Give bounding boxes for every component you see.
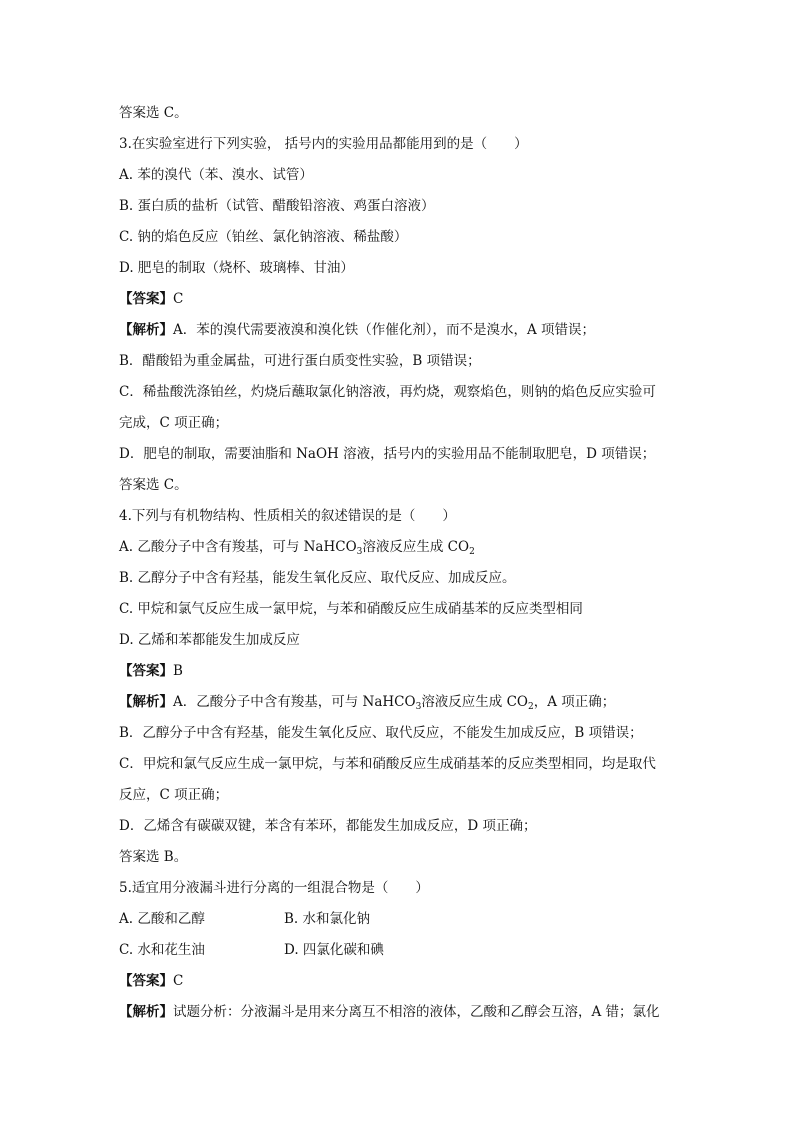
text-part: A．乙酸分子中含有羧基，可与 NaHCO (173, 694, 416, 710)
question-4-answer (119, 661, 183, 681)
question-5-stem: 5.适宜用分液漏斗进行分离的一组混合物是（ ） (119, 880, 429, 896)
answer-conclusion-q4: 答案选 B。 (119, 849, 188, 865)
question-4-option-d: D. 乙烯和苯都能发生加成反应 (119, 632, 300, 648)
answer-tag: 【答案】 (119, 973, 173, 989)
question-3-option-b: B. 蛋白质的盐析（试管、醋酸铅溶液、鸡蛋白溶液） (119, 198, 435, 214)
text-part: A. 乙酸分子中含有羧基，可与 NaHCO (119, 539, 357, 555)
subscript: 2 (469, 547, 475, 557)
question-4-option-b: B. 乙醇分子中含有羟基，能发生氧化反应、取代反应、加成反应。 (119, 570, 516, 586)
question-4-option-c: C. 甲烷和氯气反应生成一氯甲烷，与苯和硝酸反应生成硝基苯的反应类型相同 (119, 601, 583, 617)
subscript: 3 (356, 547, 363, 557)
question-3-analysis-c: C．稀盐酸洗涤铂丝，灼烧后蘸取氯化钠溶液，再灼烧，观察焰色，则钠的焰色反应实验可 (119, 384, 656, 400)
question-3-stem: 3.在实验室进行下列实验， 括号内的实验用品都能用到的是（ ） (119, 136, 528, 152)
question-4-stem: 4.下列与有机物结构、性质相关的叙述错误的是（ ） (119, 508, 456, 524)
question-5-option-c: C. 水和花生油 (119, 942, 205, 958)
question-3-analysis-b: B．醋酸铅为重金属盐，可进行蛋白质变性实验，B 项错误； (119, 353, 481, 369)
answer-tag: 【答案】 (119, 291, 173, 307)
analysis-text: A．苯的溴代需要液溴和溴化铁（作催化剂），而不是溴水，A 项错误； (173, 322, 596, 338)
question-4-analysis-d: D．乙烯含有碳碳双键，苯含有苯环，都能发生加成反应，D 项正确； (119, 818, 537, 834)
question-5-option-a: A. 乙酸和乙醇 (119, 911, 205, 927)
subscript: 3 (415, 702, 422, 712)
question-4-analysis-a (119, 692, 615, 712)
question-3-analysis-a (119, 320, 595, 340)
answer-tag: 【答案】 (119, 663, 173, 679)
question-3-option-a: A. 苯的溴代（苯、溴水、试管） (119, 167, 313, 183)
analysis-tag: 【解析】 (119, 322, 173, 338)
question-5-option-b: B. 水和氯化钠 (284, 911, 371, 927)
answer-value: C (173, 973, 184, 989)
text-part: 溶液反应生成 CO (421, 694, 529, 710)
question-3-option-d: D. 肥皂的制取（烧杯、玻璃棒、甘油） (119, 260, 354, 276)
question-5-analysis (119, 1002, 660, 1022)
text-part: ，A 项正确； (533, 694, 616, 710)
question-5-option-d: D. 四氯化碳和碘 (284, 942, 384, 958)
question-3-answer (119, 289, 183, 309)
question-3-option-c: C. 钠的焰色反应（铂丝、氯化钠溶液、稀盐酸） (119, 229, 408, 245)
text-part: 溶液反应生成 CO (362, 539, 470, 555)
question-4-analysis-b: B．乙醇分子中含有羟基，能发生氧化反应、取代反应，不能发生加成反应，B 项错误； (119, 725, 643, 741)
question-5-options-cd (119, 940, 384, 960)
question-4-analysis-c-cont: 反应，C 项正确； (119, 787, 229, 803)
question-4-option-a (119, 537, 475, 557)
answer-value: C (173, 291, 184, 307)
question-3-analysis-d: D．肥皂的制取，需要油脂和 NaOH 溶液，括号内的实验用品不能制取肥皂，D 项错误； (119, 446, 656, 462)
subscript: 2 (528, 702, 534, 712)
question-5-options-ab (119, 909, 370, 929)
answer-conclusion-q2: 答案选 C。 (119, 105, 188, 121)
question-5-answer (119, 971, 183, 991)
answer-conclusion-q3: 答案选 C。 (119, 477, 188, 493)
question-3-analysis-c-cont: 完成，C 项正确； (119, 415, 229, 431)
answer-value: B (173, 663, 183, 679)
analysis-tag: 【解析】 (119, 694, 173, 710)
question-4-analysis-c: C．甲烷和氯气反应生成一氯甲烷，与苯和硝酸反应生成硝基苯的反应类型相同，均是取代 (119, 756, 656, 772)
analysis-tag: 【解析】 (119, 1004, 173, 1020)
analysis-text: 试题分析：分液漏斗是用来分离互不相溶的液体，乙酸和乙醇会互溶，A 错；氯化 (173, 1004, 660, 1020)
